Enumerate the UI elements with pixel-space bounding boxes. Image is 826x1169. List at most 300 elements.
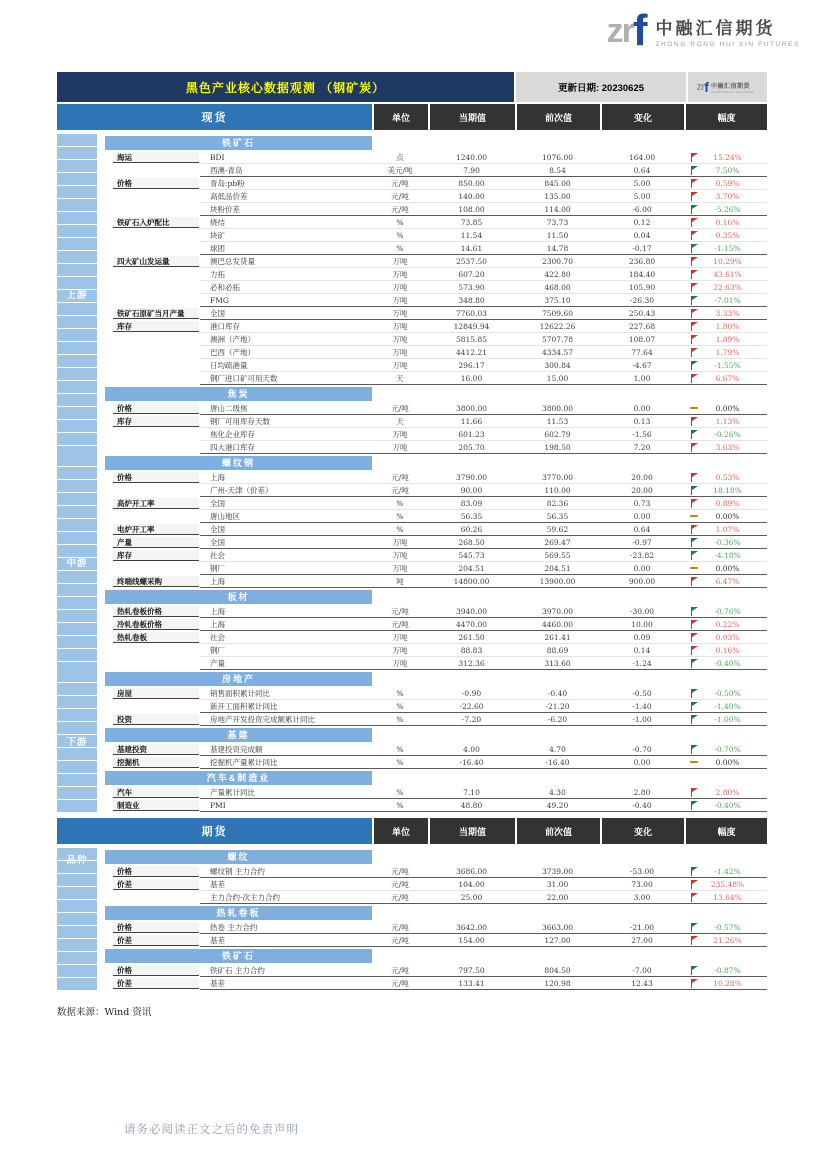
row-values bbox=[200, 307, 767, 320]
pct-cell bbox=[684, 538, 767, 547]
trend-down-icon bbox=[690, 966, 698, 975]
previous-value-cell: 82.36 bbox=[546, 498, 569, 508]
logo-zr-mark: zr bbox=[606, 12, 633, 50]
unit-cell: 万吨 bbox=[392, 308, 408, 318]
category-zone bbox=[105, 618, 200, 631]
pct-value: 7.50% bbox=[715, 165, 740, 175]
row-values bbox=[200, 471, 767, 484]
category-label: 四大矿山发运量 bbox=[113, 256, 199, 268]
pct-value: 0.35% bbox=[715, 230, 740, 240]
row-values bbox=[200, 402, 767, 415]
change-cell: -1.24 bbox=[632, 658, 652, 668]
item-name-cell: 澳巴总发货量 bbox=[210, 256, 255, 266]
futures-table-body bbox=[57, 848, 767, 990]
previous-value-cell: 204.51 bbox=[544, 563, 571, 573]
row-values bbox=[200, 281, 767, 294]
futures-header-title: 期货 bbox=[57, 818, 372, 844]
current-value-cell: 16.00 bbox=[460, 373, 483, 383]
pct-cell bbox=[684, 745, 767, 754]
pct-cell bbox=[684, 218, 767, 227]
row-values bbox=[200, 687, 767, 700]
item-name-cell: 上海 bbox=[210, 619, 225, 629]
category-label: 价差 bbox=[113, 879, 199, 891]
pct-cell bbox=[684, 577, 767, 586]
category-zone bbox=[105, 510, 200, 523]
pct-cell bbox=[684, 270, 767, 279]
category-zone bbox=[105, 190, 200, 203]
item-name-cell: 必和必拓 bbox=[210, 282, 240, 292]
category-zone bbox=[105, 307, 200, 320]
category-zone bbox=[105, 562, 200, 575]
trend-down-icon bbox=[690, 702, 698, 711]
pct-cell bbox=[684, 296, 767, 305]
previous-value-cell: 88.69 bbox=[546, 645, 569, 655]
change-cell: 1.00 bbox=[633, 373, 651, 383]
table-row bbox=[105, 242, 767, 255]
table-row bbox=[105, 878, 767, 891]
category-zone bbox=[105, 216, 200, 229]
pct-cell bbox=[684, 966, 767, 975]
table-row bbox=[105, 934, 767, 947]
previous-value-cell: 569.55 bbox=[544, 550, 571, 560]
change-cell: 2.80 bbox=[633, 787, 651, 797]
pct-cell bbox=[684, 374, 767, 383]
pct-cell bbox=[684, 309, 767, 318]
table-row bbox=[105, 203, 767, 216]
unit-cell: 美元/吨 bbox=[387, 165, 413, 175]
row-values bbox=[200, 934, 767, 947]
previous-value-cell: 2300.70 bbox=[541, 256, 573, 266]
table-row bbox=[105, 229, 767, 242]
change-cell: 236.80 bbox=[628, 256, 656, 266]
item-name-cell: 澳洲（产地） bbox=[210, 334, 255, 344]
trend-down-icon bbox=[690, 538, 698, 547]
pct-cell bbox=[684, 979, 767, 988]
group-content bbox=[105, 454, 767, 670]
current-value-cell: 601.23 bbox=[458, 429, 485, 439]
item-name-cell: 钢厂进口矿可用天数 bbox=[210, 373, 278, 383]
table-row bbox=[105, 471, 767, 484]
row-values bbox=[200, 756, 767, 769]
category-zone bbox=[105, 294, 200, 307]
column-header-change: 变化 bbox=[600, 104, 684, 130]
pct-cell bbox=[684, 153, 767, 162]
change-cell: -1.00 bbox=[632, 714, 652, 724]
pct-cell bbox=[684, 646, 767, 655]
item-name-cell: 全国 bbox=[210, 498, 225, 508]
table-row bbox=[105, 713, 767, 726]
unit-cell: 元/吨 bbox=[391, 619, 409, 629]
unit-cell: 万吨 bbox=[392, 429, 408, 439]
change-cell: 27.00 bbox=[631, 935, 653, 945]
table-row bbox=[105, 190, 767, 203]
category-zone bbox=[105, 878, 200, 891]
row-values bbox=[200, 441, 767, 454]
previous-value-cell: 4.70 bbox=[549, 744, 566, 754]
category-label: 电炉开工率 bbox=[113, 524, 199, 536]
row-values bbox=[200, 657, 767, 670]
pct-cell bbox=[684, 620, 767, 629]
item-name-cell: 钢厂 bbox=[210, 563, 225, 573]
table-row bbox=[105, 549, 767, 562]
current-value-cell: 48.80 bbox=[460, 800, 483, 810]
pct-value: -1.00% bbox=[714, 714, 741, 724]
current-value-cell: 7760.03 bbox=[455, 308, 487, 318]
change-cell: 7.20 bbox=[633, 442, 651, 452]
trend-up-icon bbox=[690, 374, 698, 383]
column-header-pct: 幅度 bbox=[684, 104, 767, 130]
pct-value: -1.40% bbox=[714, 701, 741, 711]
change-cell: 20.00 bbox=[631, 472, 653, 482]
item-name-cell: 烧结 bbox=[210, 217, 225, 227]
mini-logo-zr: zr bbox=[696, 81, 705, 93]
category-zone bbox=[105, 441, 200, 454]
pct-cell bbox=[684, 893, 767, 902]
current-value-cell: -22.60 bbox=[459, 701, 484, 711]
pct-cell bbox=[684, 179, 767, 188]
table-row bbox=[105, 865, 767, 878]
pct-cell bbox=[684, 166, 767, 175]
data-sheet bbox=[57, 72, 767, 990]
trend-down-icon bbox=[690, 361, 698, 370]
current-value-cell: 56.35 bbox=[460, 511, 483, 521]
section-band-row bbox=[105, 454, 767, 471]
data-source-note: 数据来源：Wind 资讯 bbox=[57, 1007, 152, 1018]
item-name-cell: 钢厂 bbox=[210, 645, 225, 655]
trend-up-icon bbox=[690, 936, 698, 945]
section-band: 汽车&制造业 bbox=[105, 771, 372, 785]
change-cell: -4.67 bbox=[632, 360, 652, 370]
pct-cell bbox=[684, 512, 767, 521]
current-value-cell: 1240.00 bbox=[455, 152, 487, 162]
previous-value-cell: 3970.00 bbox=[541, 606, 573, 616]
pct-value: -0.70% bbox=[714, 744, 741, 754]
item-name-cell: 产量累计同比 bbox=[210, 787, 255, 797]
change-cell: -0.17 bbox=[632, 243, 652, 253]
trend-flat-icon bbox=[690, 515, 698, 518]
row-values bbox=[200, 484, 767, 497]
row-values bbox=[200, 346, 767, 359]
trend-down-icon bbox=[690, 867, 698, 876]
pct-cell bbox=[684, 486, 767, 495]
item-name-cell: 新开工面积累计同比 bbox=[210, 701, 278, 711]
category-zone bbox=[105, 799, 200, 812]
item-name-cell: BDI bbox=[210, 152, 225, 162]
table-row bbox=[105, 618, 767, 631]
table-row bbox=[105, 964, 767, 977]
change-cell: -1.40 bbox=[632, 701, 652, 711]
previous-value-cell: 300.84 bbox=[544, 360, 571, 370]
row-values bbox=[200, 786, 767, 799]
table-row bbox=[105, 164, 767, 177]
pct-cell bbox=[684, 867, 767, 876]
current-value-cell: 3686.00 bbox=[455, 866, 487, 876]
category-zone bbox=[105, 605, 200, 618]
sidebar-group-label: 品种 bbox=[57, 848, 97, 990]
item-name-cell: 销售面积累计同比 bbox=[210, 688, 270, 698]
category-label: 库存 bbox=[113, 550, 199, 562]
category-label: 库存 bbox=[113, 416, 199, 428]
pct-value: 0.89% bbox=[715, 498, 740, 508]
row-values bbox=[200, 294, 767, 307]
change-cell: 0.13 bbox=[633, 416, 651, 426]
previous-value-cell: 313.60 bbox=[544, 658, 571, 668]
row-values bbox=[200, 700, 767, 713]
unit-cell: % bbox=[396, 498, 404, 508]
row-values bbox=[200, 562, 767, 575]
pct-value: -0.26% bbox=[714, 429, 741, 439]
previous-value-cell: 73.73 bbox=[546, 217, 569, 227]
row-values bbox=[200, 216, 767, 229]
table-row bbox=[105, 644, 767, 657]
item-name-cell: 焦化企业库存 bbox=[210, 429, 255, 439]
current-value-cell: 607.20 bbox=[458, 269, 485, 279]
section-band-row bbox=[105, 947, 767, 964]
change-cell: 0.00 bbox=[633, 563, 651, 573]
row-values bbox=[200, 372, 767, 385]
change-cell: 0.09 bbox=[633, 632, 651, 642]
pct-cell bbox=[684, 758, 767, 767]
table-row bbox=[105, 743, 767, 756]
row-values bbox=[200, 242, 767, 255]
update-date: 更新日期: 20230625 bbox=[516, 72, 686, 102]
previous-value-cell: 3663.00 bbox=[541, 922, 573, 932]
pct-cell bbox=[684, 473, 767, 482]
item-name-cell: 力拓 bbox=[210, 269, 225, 279]
current-value-cell: 4.00 bbox=[463, 744, 480, 754]
current-value-cell: 154.00 bbox=[458, 935, 485, 945]
item-name-cell: FMG bbox=[210, 295, 229, 305]
pct-value: 0.00% bbox=[715, 563, 740, 573]
row-values bbox=[200, 268, 767, 281]
category-label: 基建投资 bbox=[113, 744, 199, 756]
table-row bbox=[105, 687, 767, 700]
pct-cell bbox=[684, 880, 767, 889]
table-row bbox=[105, 372, 767, 385]
item-name-cell: 产量 bbox=[210, 658, 225, 668]
trend-down-icon bbox=[690, 244, 698, 253]
change-cell: -0.40 bbox=[632, 800, 652, 810]
table-row bbox=[105, 523, 767, 536]
current-value-cell: 261.50 bbox=[458, 632, 485, 642]
change-cell: 105.90 bbox=[628, 282, 656, 292]
previous-value-cell: 602.79 bbox=[544, 429, 571, 439]
unit-cell: 天 bbox=[396, 416, 404, 426]
column-header-current: 当期值 bbox=[428, 104, 515, 130]
category-zone bbox=[105, 700, 200, 713]
item-name-cell: 球团 bbox=[210, 243, 225, 253]
change-cell: -0.97 bbox=[632, 537, 652, 547]
category-zone bbox=[105, 151, 200, 164]
pct-value: -0.40% bbox=[714, 658, 741, 668]
unit-cell: 元/吨 bbox=[391, 204, 409, 214]
trend-up-icon bbox=[690, 309, 698, 318]
item-name-cell: 上海 bbox=[210, 472, 225, 482]
table-row bbox=[105, 333, 767, 346]
table-row bbox=[105, 562, 767, 575]
change-cell: -6.00 bbox=[632, 204, 652, 214]
section-band: 焦炭 bbox=[105, 387, 372, 401]
trend-down-icon bbox=[690, 745, 698, 754]
table-row bbox=[105, 510, 767, 523]
trend-down-icon bbox=[690, 607, 698, 616]
unit-cell: 点 bbox=[396, 152, 404, 162]
previous-value-cell: 59.62 bbox=[546, 524, 569, 534]
row-values bbox=[200, 891, 767, 904]
trend-up-icon bbox=[690, 525, 698, 534]
category-zone bbox=[105, 281, 200, 294]
trend-up-icon bbox=[690, 893, 698, 902]
category-zone bbox=[105, 977, 200, 990]
item-name-cell: 日均疏港量 bbox=[210, 360, 248, 370]
section-band-row bbox=[105, 385, 767, 402]
table-row bbox=[105, 346, 767, 359]
pct-cell bbox=[684, 607, 767, 616]
pct-value: -0.87% bbox=[714, 965, 741, 975]
table-row bbox=[105, 786, 767, 799]
pct-value: 0.59% bbox=[715, 178, 740, 188]
row-values bbox=[200, 203, 767, 216]
trend-up-icon bbox=[690, 179, 698, 188]
pct-value: 1.07% bbox=[715, 524, 740, 534]
previous-value-cell: 12622.26 bbox=[539, 321, 576, 331]
table-group bbox=[57, 134, 767, 454]
table-row bbox=[105, 268, 767, 281]
current-value-cell: 12849.94 bbox=[453, 321, 490, 331]
current-value-cell: 3800.00 bbox=[455, 403, 487, 413]
category-zone bbox=[105, 164, 200, 177]
table-row bbox=[105, 536, 767, 549]
table-row bbox=[105, 255, 767, 268]
unit-cell: 万吨 bbox=[392, 360, 408, 370]
category-zone bbox=[105, 713, 200, 726]
trend-up-icon bbox=[690, 443, 698, 452]
previous-value-cell: 804.50 bbox=[544, 965, 571, 975]
pct-cell bbox=[684, 417, 767, 426]
category-label: 投资 bbox=[113, 714, 199, 726]
item-name-cell: 广州-天津（价差） bbox=[210, 485, 273, 495]
category-label: 房屋 bbox=[113, 688, 199, 700]
change-cell: 73.00 bbox=[631, 879, 653, 889]
category-zone bbox=[105, 402, 200, 415]
unit-cell: % bbox=[396, 800, 404, 810]
unit-cell: 万吨 bbox=[392, 442, 408, 452]
change-cell: 227.68 bbox=[628, 321, 656, 331]
row-values bbox=[200, 177, 767, 190]
unit-cell: 元/吨 bbox=[391, 892, 409, 902]
change-cell: -0.70 bbox=[632, 744, 652, 754]
pct-value: -4.18% bbox=[714, 550, 741, 560]
table-row bbox=[105, 631, 767, 644]
item-name-cell: 钢厂可用库存天数 bbox=[210, 416, 270, 426]
change-cell: 20.00 bbox=[631, 485, 653, 495]
current-value-cell: 4470.00 bbox=[455, 619, 487, 629]
pct-cell bbox=[684, 715, 767, 724]
current-value-cell: 5815.85 bbox=[455, 334, 487, 344]
disclaimer-note: 请务必阅读正文之后的免责声明 bbox=[124, 1124, 299, 1136]
pct-value: 0.00% bbox=[715, 757, 740, 767]
trend-up-icon bbox=[690, 880, 698, 889]
section-band: 螺纹钢 bbox=[105, 456, 372, 470]
pct-cell bbox=[684, 689, 767, 698]
table-row bbox=[105, 415, 767, 428]
trend-up-icon bbox=[690, 257, 698, 266]
trend-up-icon bbox=[690, 348, 698, 357]
previous-value-cell: -16.40 bbox=[545, 757, 570, 767]
table-row bbox=[105, 402, 767, 415]
column-header-change: 变化 bbox=[600, 818, 684, 844]
category-label: 价格 bbox=[113, 178, 199, 190]
previous-value-cell: -6.20 bbox=[547, 714, 568, 724]
unit-cell: % bbox=[396, 217, 404, 227]
current-value-cell: 73.85 bbox=[460, 217, 483, 227]
pct-value: 15.24% bbox=[713, 152, 742, 162]
pct-value: 0.22% bbox=[715, 619, 740, 629]
category-zone bbox=[105, 743, 200, 756]
change-cell: 0.73 bbox=[633, 498, 651, 508]
row-values bbox=[200, 497, 767, 510]
current-value-cell: 90.00 bbox=[460, 485, 483, 495]
pct-cell bbox=[684, 335, 767, 344]
section-band-row bbox=[105, 769, 767, 786]
trend-up-icon bbox=[690, 283, 698, 292]
trend-up-icon bbox=[690, 473, 698, 482]
pct-value: 235.48% bbox=[710, 879, 745, 889]
change-cell: 0.04 bbox=[633, 230, 651, 240]
item-name-cell: 港口库存 bbox=[210, 321, 240, 331]
group-content bbox=[105, 848, 767, 990]
category-zone bbox=[105, 333, 200, 346]
change-cell: 900.00 bbox=[628, 576, 656, 586]
column-header-unit: 单位 bbox=[372, 104, 428, 130]
row-values bbox=[200, 190, 767, 203]
current-value-cell: -7.20 bbox=[461, 714, 482, 724]
current-value-cell: 850.00 bbox=[458, 178, 485, 188]
unit-cell: 万吨 bbox=[392, 282, 408, 292]
item-name-cell: 全国 bbox=[210, 537, 225, 547]
current-value-cell: 2537.50 bbox=[455, 256, 487, 266]
change-cell: 250.43 bbox=[628, 308, 656, 318]
pct-value: 10.28% bbox=[713, 978, 742, 988]
trend-up-icon bbox=[690, 499, 698, 508]
previous-value-cell: 15.00 bbox=[546, 373, 569, 383]
pct-value: -7.01% bbox=[714, 295, 741, 305]
change-cell: 77.64 bbox=[631, 347, 653, 357]
unit-cell: 元/吨 bbox=[391, 935, 409, 945]
sidebar-group-label: 下游 bbox=[57, 670, 97, 812]
item-name-cell: 基建投资完成额 bbox=[210, 744, 263, 754]
section-band-row bbox=[105, 726, 767, 743]
row-values bbox=[200, 164, 767, 177]
unit-cell: % bbox=[396, 757, 404, 767]
title-bar bbox=[57, 72, 767, 102]
table-row bbox=[105, 307, 767, 320]
unit-cell: 万吨 bbox=[392, 563, 408, 573]
section-band-row bbox=[105, 588, 767, 605]
unit-cell: % bbox=[396, 243, 404, 253]
row-values bbox=[200, 865, 767, 878]
category-zone bbox=[105, 372, 200, 385]
row-values bbox=[200, 523, 767, 536]
row-values bbox=[200, 255, 767, 268]
change-cell: -0.50 bbox=[632, 688, 652, 698]
trend-flat-icon bbox=[690, 407, 698, 410]
pct-value: -1.42% bbox=[714, 866, 741, 876]
category-zone bbox=[105, 346, 200, 359]
section-band: 基建 bbox=[105, 728, 372, 742]
previous-value-cell: 3800.00 bbox=[541, 403, 573, 413]
pct-value: -0.40% bbox=[714, 800, 741, 810]
